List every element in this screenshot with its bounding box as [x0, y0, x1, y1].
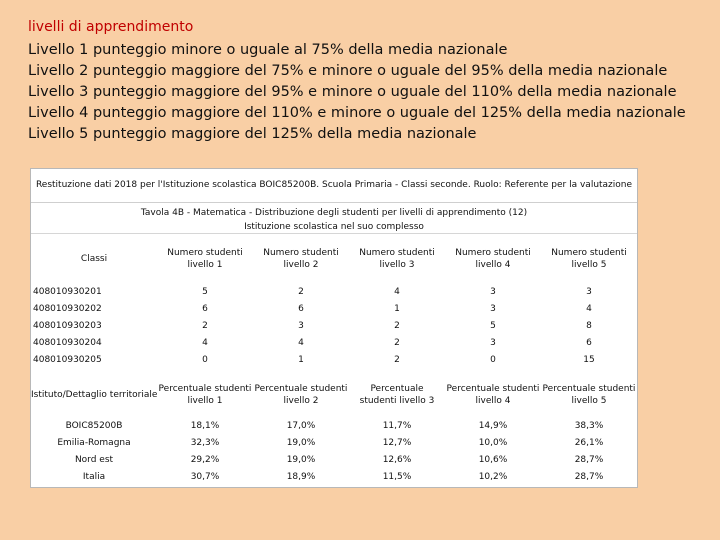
cell-value: 5: [202, 286, 208, 297]
col-perc-l3: Percentuale studenti livello 3: [359, 384, 435, 406]
table-row: [31, 468, 637, 485]
intro-line-1: Livello 1 punteggio minore o uguale al 75% della media nazionale: [28, 42, 508, 58]
cell-territorio: Italia: [82, 471, 106, 482]
cell-value: 19,0%: [286, 454, 316, 465]
cell-value: 2: [202, 320, 208, 331]
cell-value: 17,0%: [286, 420, 316, 431]
cell-classe: 408010930204: [33, 337, 102, 348]
col-perc-l5: Percentuale studenti livello 5: [542, 384, 636, 406]
cell-value: 4: [202, 337, 208, 348]
cell-value: 18,9%: [286, 471, 316, 482]
table-row: [31, 317, 637, 334]
cell-value: 14,9%: [478, 420, 508, 431]
classes-header-row: [31, 235, 637, 283]
report-panel: [30, 168, 638, 488]
cell-value: 28,7%: [574, 471, 604, 482]
cell-value: 0: [202, 354, 208, 365]
cell-value: 10,0%: [478, 437, 508, 448]
table-row: [31, 300, 637, 317]
col-classi: Classi: [80, 254, 108, 264]
cell-value: 38,3%: [574, 420, 604, 431]
cell-value: 18,1%: [190, 420, 220, 431]
table-title: Tavola 4B - Matematica - Distribuzione degli studenti per livelli di apprendimento (12): [140, 208, 528, 218]
cell-value: 3: [586, 286, 592, 297]
cell-value: 29,2%: [190, 454, 220, 465]
cell-value: 2: [298, 286, 304, 297]
col-numero-l3: Numero studenti livello 3: [359, 248, 435, 270]
col-perc-l4: Percentuale studenti livello 4: [446, 384, 540, 406]
cell-value: 8: [586, 320, 592, 331]
col-perc-l1: Percentuale studenti livello 1: [158, 384, 252, 406]
cell-value: 5: [490, 320, 496, 331]
cell-value: 2: [394, 354, 400, 365]
cell-classe: 408010930202: [33, 303, 102, 314]
intro-line-3: Livello 3 punteggio maggiore del 95% e minore o uguale del 110% della media nazionale: [28, 84, 677, 100]
cell-value: 4: [298, 337, 304, 348]
cell-value: 3: [490, 303, 496, 314]
table-row: [31, 351, 637, 368]
cell-value: 3: [490, 337, 496, 348]
cell-classe: 408010930203: [33, 320, 102, 331]
col-numero-l5: Numero studenti livello 5: [551, 248, 627, 270]
intro-line-2: Livello 2 punteggio maggiore del 75% e minore o uguale del 95% della media nazionale: [28, 63, 668, 79]
cell-value: 11,5%: [382, 471, 412, 482]
cell-value: 4: [586, 303, 592, 314]
cell-value: 12,7%: [382, 437, 412, 448]
divider: [31, 233, 637, 234]
territory-table: [31, 373, 637, 485]
cell-value: 4: [394, 286, 400, 297]
report-header: Restituzione dati 2018 per l'Istituzione scolastica BOIC85200B. Scuola Primaria - Classi seconde. Ruolo: Referente per la valutazione: [31, 169, 637, 203]
col-numero-l4: Numero studenti livello 4: [455, 248, 531, 270]
cell-territorio: Emilia-Romagna: [57, 437, 131, 448]
cell-value: 19,0%: [286, 437, 316, 448]
cell-value: 11,7%: [382, 420, 412, 431]
cell-value: 12,6%: [382, 454, 412, 465]
col-numero-l1: Numero studenti livello 1: [167, 248, 243, 270]
cell-value: 10,6%: [478, 454, 508, 465]
cell-value: 28,7%: [574, 454, 604, 465]
cell-value: 1: [298, 354, 304, 365]
table-row: [31, 451, 637, 468]
intro-section: [28, 18, 708, 145]
cell-value: 15: [583, 354, 595, 365]
table-row: [31, 434, 637, 451]
cell-value: 10,2%: [478, 471, 508, 482]
col-istituto: Istituto/Dettaglio territoriale: [31, 390, 158, 400]
classes-table: [31, 235, 637, 368]
table-row: [31, 417, 637, 434]
cell-value: 0: [490, 354, 496, 365]
cell-territorio: BOIC85200B: [65, 420, 123, 431]
cell-value: 26,1%: [574, 437, 604, 448]
cell-territorio: Nord est: [74, 454, 114, 465]
intro-line-5: Livello 5 punteggio maggiore del 125% della media nazionale: [28, 126, 477, 142]
cell-classe: 408010930201: [33, 286, 102, 297]
table-subtitle: Istituzione scolastica nel suo complesso: [244, 222, 424, 232]
cell-classe: 408010930205: [33, 354, 102, 365]
cell-value: 2: [394, 337, 400, 348]
cell-value: 2: [394, 320, 400, 331]
intro-title: livelli di apprendimento: [28, 19, 194, 35]
col-numero-l2: Numero studenti livello 2: [263, 248, 339, 270]
cell-value: 6: [298, 303, 304, 314]
table-row: [31, 283, 637, 300]
cell-value: 6: [202, 303, 208, 314]
territory-header-row: [31, 373, 637, 417]
cell-value: 3: [298, 320, 304, 331]
cell-value: 30,7%: [190, 471, 220, 482]
cell-value: 32,3%: [190, 437, 220, 448]
col-perc-l2: Percentuale studenti livello 2: [254, 384, 348, 406]
cell-value: 3: [490, 286, 496, 297]
table-row: [31, 334, 637, 351]
intro-line-4: Livello 4 punteggio maggiore del 110% e minore o uguale del 125% della media nazionale: [28, 105, 686, 121]
cell-value: 1: [394, 303, 400, 314]
cell-value: 6: [586, 337, 592, 348]
